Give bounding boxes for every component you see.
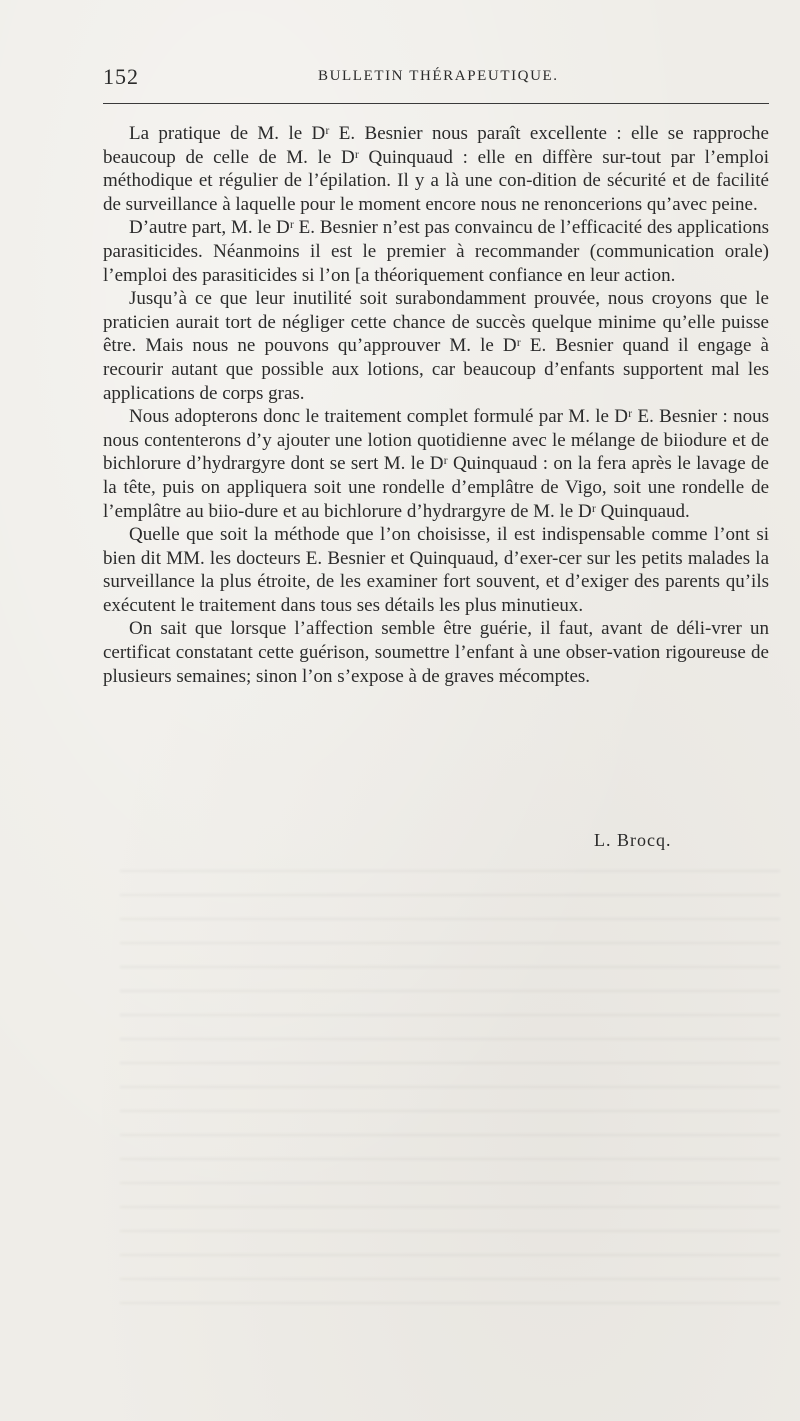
article-body	[103, 122, 769, 688]
author-signature: L. Brocq.	[594, 830, 672, 850]
page-header	[103, 64, 769, 94]
paragraph: Quelle que soit la méthode que l’on choisisse, il est indispensable comme l’ont si bien dit MM. les docteurs E. Besnier et Quinquaud, d’exer-cer sur les petits malades la surveillance la plus étroite, de les examiner fort souvent, et d’exiger des parents qu’ils exécutent le traitement dans tous ses détails les plus minutieux.	[103, 524, 769, 616]
paragraph: On sait que lorsque l’affection semble être guérie, il faut, avant de déli-vrer un certificat constatant cette guérison, soumettre l’enfant à une obser-vation rigoureuse de plusieurs semaines; sinon l’on s’expose à de graves mécomptes.	[103, 618, 769, 687]
reverse-side-bleed-through	[120, 870, 780, 1320]
paragraph: La pratique de M. le Dʳ E. Besnier nous paraît excellente : elle se rapproche beaucoup de celle de M. le Dʳ Quinquaud : elle en diffère sur-tout par l’emploi méthodique et régulier de l’épilation. Il y a là une con-dition de sécurité et de facilité de surveillance à laquelle pour le moment encore nous ne renoncerions qu’avec peine.	[103, 123, 769, 215]
page-number: 152	[103, 64, 139, 89]
paragraph: Jusqu’à ce que leur inutilité soit surabondamment prouvée, nous croyons que le praticien aurait tort de négliger cette chance de succès quelque minime qu’elle puisse être. Mais nous ne pouvons qu’approuver M. le Dʳ E. Besnier quand il engage à recourir autant que possible aux lotions, car beaucoup d’enfants supportent mal les applications de corps gras.	[103, 288, 769, 404]
header-rule	[103, 103, 769, 104]
paragraph: Nous adopterons donc le traitement complet formulé par M. le Dʳ E. Besnier : nous nous contenterons d’y ajouter une lotion quotidienne avec le mélange de biiodure et de bichlorure d’hydrargyre dont se sert M. le Dʳ Quinquaud : on la fera après le lavage de la tête, puis on appliquera soit une rondelle d’emplâtre de Vigo, soit une rondelle de l’emplâtre au biio-dure et au bichlorure d’hydrargyre de M. le Dʳ Quinquaud.	[103, 406, 769, 522]
running-title: BULLETIN THÉRAPEUTIQUE.	[318, 68, 559, 84]
paragraph: D’autre part, M. le Dʳ E. Besnier n’est pas convaincu de l’efficacité des applications parasiticides. Néanmoins il est le premier à recommander (communication orale) l’emploi des parasiticides si l’on [a théoriquement confiance en leur action.	[103, 217, 769, 286]
